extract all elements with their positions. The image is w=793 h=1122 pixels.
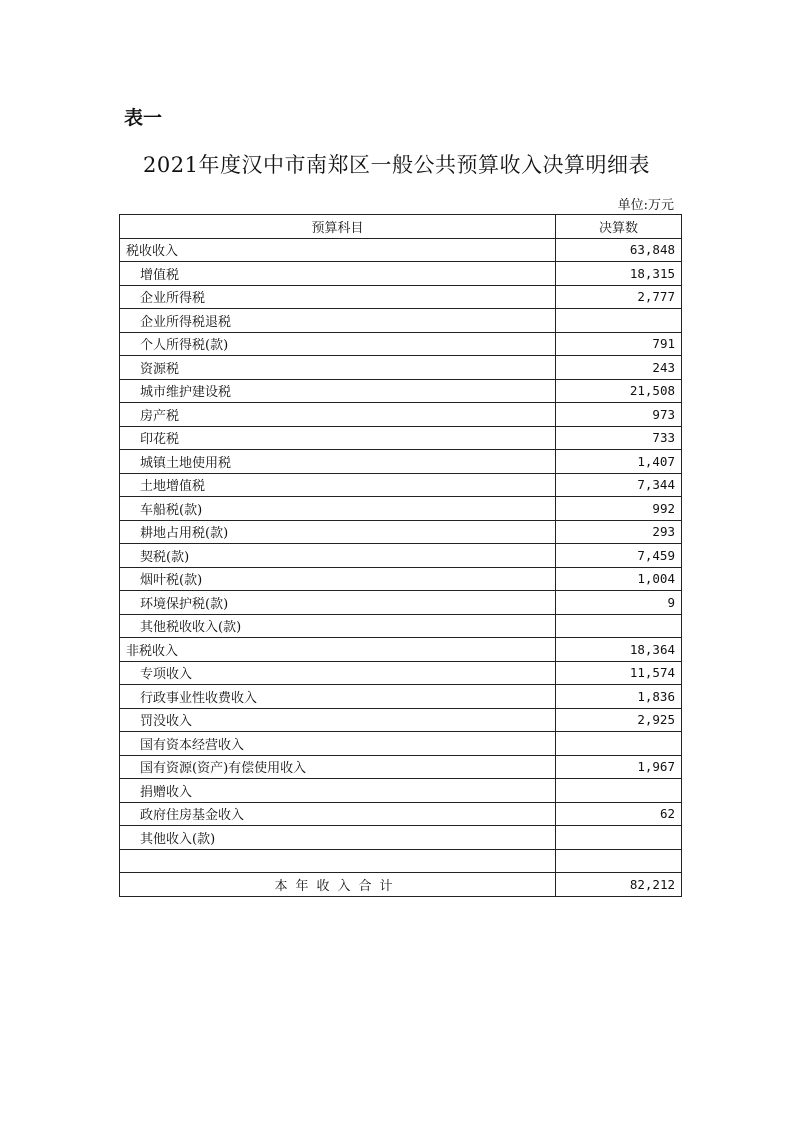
row-item-amount: 9	[556, 591, 682, 615]
row-item-name: 烟叶税(款)	[120, 567, 556, 591]
row-item-amount: 2,777	[556, 285, 682, 309]
table-row	[120, 567, 682, 591]
table-row	[120, 379, 682, 403]
row-item-amount: 1,004	[556, 567, 682, 591]
table-row	[120, 638, 682, 662]
row-item-name: 增值税	[120, 262, 556, 286]
table-row	[120, 708, 682, 732]
row-item-amount	[556, 849, 682, 873]
table-row	[120, 332, 682, 356]
table-row	[120, 614, 682, 638]
column-header-amount: 决算数	[556, 215, 682, 239]
row-item-name: 企业所得税退税	[120, 309, 556, 333]
row-item-amount: 1,407	[556, 450, 682, 474]
table-row	[120, 685, 682, 709]
table-row	[120, 238, 682, 262]
row-item-amount: 2,925	[556, 708, 682, 732]
row-item-name: 资源税	[120, 356, 556, 380]
row-item-name: 房产税	[120, 403, 556, 427]
table-row	[120, 849, 682, 873]
row-item-amount	[556, 779, 682, 803]
row-item-name: 耕地占用税(款)	[120, 520, 556, 544]
row-item-name: 城市维护建设税	[120, 379, 556, 403]
row-item-amount: 7,344	[556, 473, 682, 497]
row-item-name: 非税收入	[120, 638, 556, 662]
row-item-amount: 63,848	[556, 238, 682, 262]
table-row	[120, 497, 682, 521]
row-item-amount: 21,508	[556, 379, 682, 403]
row-item-amount: 11,574	[556, 661, 682, 685]
row-item-name: 捐赠收入	[120, 779, 556, 803]
row-item-name	[120, 849, 556, 873]
table-label: 表一	[124, 107, 163, 129]
row-item-name: 其他收入(款)	[120, 826, 556, 850]
table-row	[120, 732, 682, 756]
row-item-name: 印花税	[120, 426, 556, 450]
unit-note: 单位:万元	[617, 198, 674, 213]
row-item-amount: 62	[556, 802, 682, 826]
row-item-amount: 1,967	[556, 755, 682, 779]
table-row	[120, 473, 682, 497]
total-amount: 82,212	[556, 873, 682, 897]
row-item-amount	[556, 732, 682, 756]
row-item-amount: 992	[556, 497, 682, 521]
row-item-name: 其他税收收入(款)	[120, 614, 556, 638]
table-row	[120, 755, 682, 779]
row-item-name: 国有资本经营收入	[120, 732, 556, 756]
total-label: 本年收入合计	[120, 873, 556, 897]
revenue-detail-table	[119, 214, 682, 897]
document-title: 2021年度汉中市南郑区一般公共预算收入决算明细表	[143, 153, 650, 177]
table-row	[120, 544, 682, 568]
row-item-amount: 1,836	[556, 685, 682, 709]
row-item-amount: 18,315	[556, 262, 682, 286]
row-item-amount: 791	[556, 332, 682, 356]
row-item-name: 税收收入	[120, 238, 556, 262]
row-item-name: 城镇土地使用税	[120, 450, 556, 474]
row-item-name: 车船税(款)	[120, 497, 556, 521]
table-row	[120, 356, 682, 380]
table-row	[120, 262, 682, 286]
table-row	[120, 591, 682, 615]
table-body	[120, 238, 682, 873]
row-item-name: 专项收入	[120, 661, 556, 685]
table-row	[120, 450, 682, 474]
row-item-name: 罚没收入	[120, 708, 556, 732]
column-header-item: 预算科目	[120, 215, 556, 239]
row-item-amount: 18,364	[556, 638, 682, 662]
row-item-amount	[556, 826, 682, 850]
table-row	[120, 309, 682, 333]
row-item-name: 土地增值税	[120, 473, 556, 497]
table-row	[120, 520, 682, 544]
row-item-amount: 733	[556, 426, 682, 450]
table-row	[120, 826, 682, 850]
row-item-amount: 243	[556, 356, 682, 380]
table-header-row	[120, 215, 682, 239]
table-row	[120, 661, 682, 685]
table-row	[120, 426, 682, 450]
table-row	[120, 285, 682, 309]
row-item-name: 个人所得税(款)	[120, 332, 556, 356]
row-item-name: 契税(款)	[120, 544, 556, 568]
row-item-name: 企业所得税	[120, 285, 556, 309]
total-row	[120, 873, 682, 897]
row-item-name: 政府住房基金收入	[120, 802, 556, 826]
row-item-name: 环境保护税(款)	[120, 591, 556, 615]
table-row	[120, 802, 682, 826]
row-item-amount: 7,459	[556, 544, 682, 568]
table-row	[120, 779, 682, 803]
row-item-amount: 293	[556, 520, 682, 544]
table-row	[120, 403, 682, 427]
row-item-amount	[556, 614, 682, 638]
row-item-amount: 973	[556, 403, 682, 427]
row-item-amount	[556, 309, 682, 333]
row-item-name: 行政事业性收费收入	[120, 685, 556, 709]
row-item-name: 国有资源(资产)有偿使用收入	[120, 755, 556, 779]
